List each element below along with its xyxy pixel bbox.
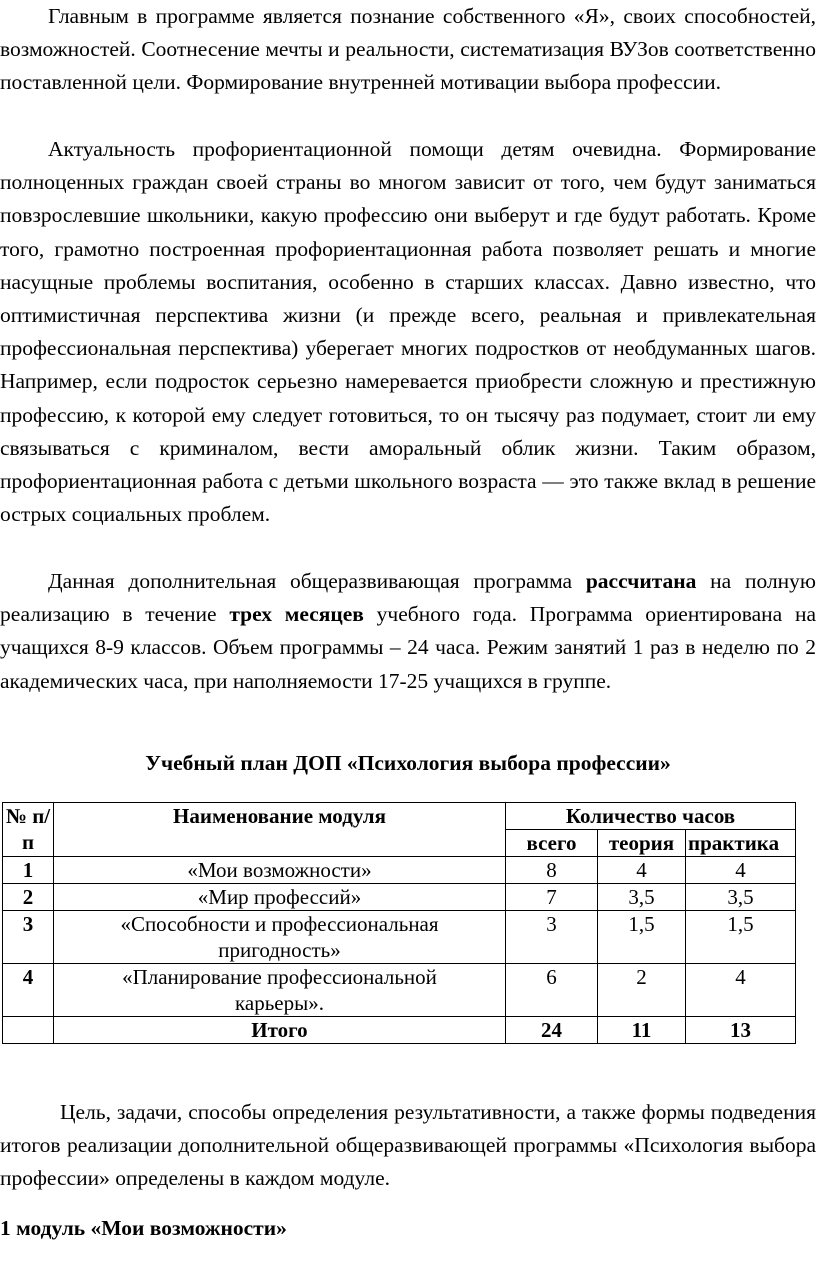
row-num: 3 [3, 911, 54, 964]
row-module-name: «Мои возможности» [54, 857, 506, 884]
row-total: 8 [506, 857, 598, 884]
row-module-name: «Планирование профессиональной карьеры». [54, 964, 506, 1017]
row-theory: 2 [598, 964, 686, 1017]
footer-label: Итого [54, 1017, 506, 1044]
row-theory: 1,5 [598, 911, 686, 964]
scope-text-d: трех месяцев [229, 602, 364, 627]
scope-text-c: на полную реализацию в течение [0, 569, 816, 627]
row-num: 4 [3, 964, 54, 1017]
paragraph-goal [0, 0, 816, 100]
table-header-row [3, 803, 796, 830]
paragraph-goal-text: Главным в программе является познание собственного «Я», своих способностей, возможностей. Соотнесение мечты и реальности, систематизация ВУЗов соответственно поставленной цели. Формирование внутренней мотивации выбора профессии. [0, 4, 816, 95]
header-num: № п/п [3, 803, 54, 857]
header-module-name: Наименование модуля [54, 803, 506, 857]
row-practice: 1,5 [686, 911, 796, 964]
row-module-name: «Мир профессий» [54, 884, 506, 911]
row-total: 3 [506, 911, 598, 964]
row-practice: 4 [686, 857, 796, 884]
header-total: всего [506, 830, 598, 857]
study-plan-table [2, 802, 796, 1044]
row-num: 1 [3, 857, 54, 884]
scope-text-b: рассчитана [585, 569, 697, 593]
row-practice: 3,5 [686, 884, 796, 911]
paragraph-goals-modules [0, 1096, 816, 1196]
table-row [3, 911, 796, 964]
row-module-name: «Способности и профессиональная пригодность» [54, 911, 506, 964]
header-practice: практика [686, 830, 796, 857]
module-title: 1 модуль «Мои возможности» [0, 1216, 287, 1240]
row-total: 7 [506, 884, 598, 911]
footer-practice: 13 [686, 1017, 796, 1044]
table-row [3, 884, 796, 911]
row-practice: 4 [686, 964, 796, 1017]
footer-total: 24 [506, 1017, 598, 1044]
table-row [3, 857, 796, 884]
scope-text-a: Данная дополнительная общеразвивающая программа [48, 569, 586, 593]
plan-title: Учебный план ДОП «Психология выбора профессии» [145, 751, 671, 775]
scope-text-e: учебного года. Программа ориентирована на учащихся 8-9 классов. Объем программы – 24 часа. Режим занятий 1 раз в неделю по 2 академических часа, при наполняемости 17-25 учащихся в группе. [0, 602, 816, 693]
table-row [3, 964, 796, 1017]
header-hours: Количество часов [506, 803, 796, 830]
paragraph-relevance [0, 133, 816, 531]
row-total: 6 [506, 964, 598, 1017]
header-theory: теория [598, 830, 686, 857]
table-footer-row [3, 1017, 796, 1044]
paragraph-program-scope [0, 565, 816, 698]
footer-theory: 11 [598, 1017, 686, 1044]
row-num: 2 [3, 884, 54, 911]
footer-empty-cell [3, 1017, 54, 1044]
row-theory: 4 [598, 857, 686, 884]
paragraph-relevance-text: Актуальность профориентационной помощи детям очевидна. Формирование полноценных граждан своей страны во многом зависит от того, чем будут заниматься повзрослевшие школьники, какую профессию они выберут и где будут работать. Кроме того, грамотно построенная профориентационная работа позволяет решать и многие насущные проблемы воспитания, особенно в старших классах. Давно известно, что оптимистичная перспектива жизни (и прежде всего, реальная и привлекательная профессиональная перспектива) уберегает многих подростков от необдуманных шагов. Например, если подросток серьезно намеревается приобрести сложную и престижную профессию, к которой ему следует готовиться, то он тысячу раз подумает, стоит ли ему связываться с криминалом, вести аморальный облик жизни. Таким образом, профориентационная работа с детьми школьного возраста — это также вклад в решение острых социальных проблем. [0, 137, 816, 527]
paragraph-goals-modules-text: Цель, задачи, способы определения результативности, а также формы подведения итогов реализации дополнительной общеразвивающей программы «Психология выбора профессии» определены в каждом модуле. [0, 1100, 816, 1191]
row-theory: 3,5 [598, 884, 686, 911]
